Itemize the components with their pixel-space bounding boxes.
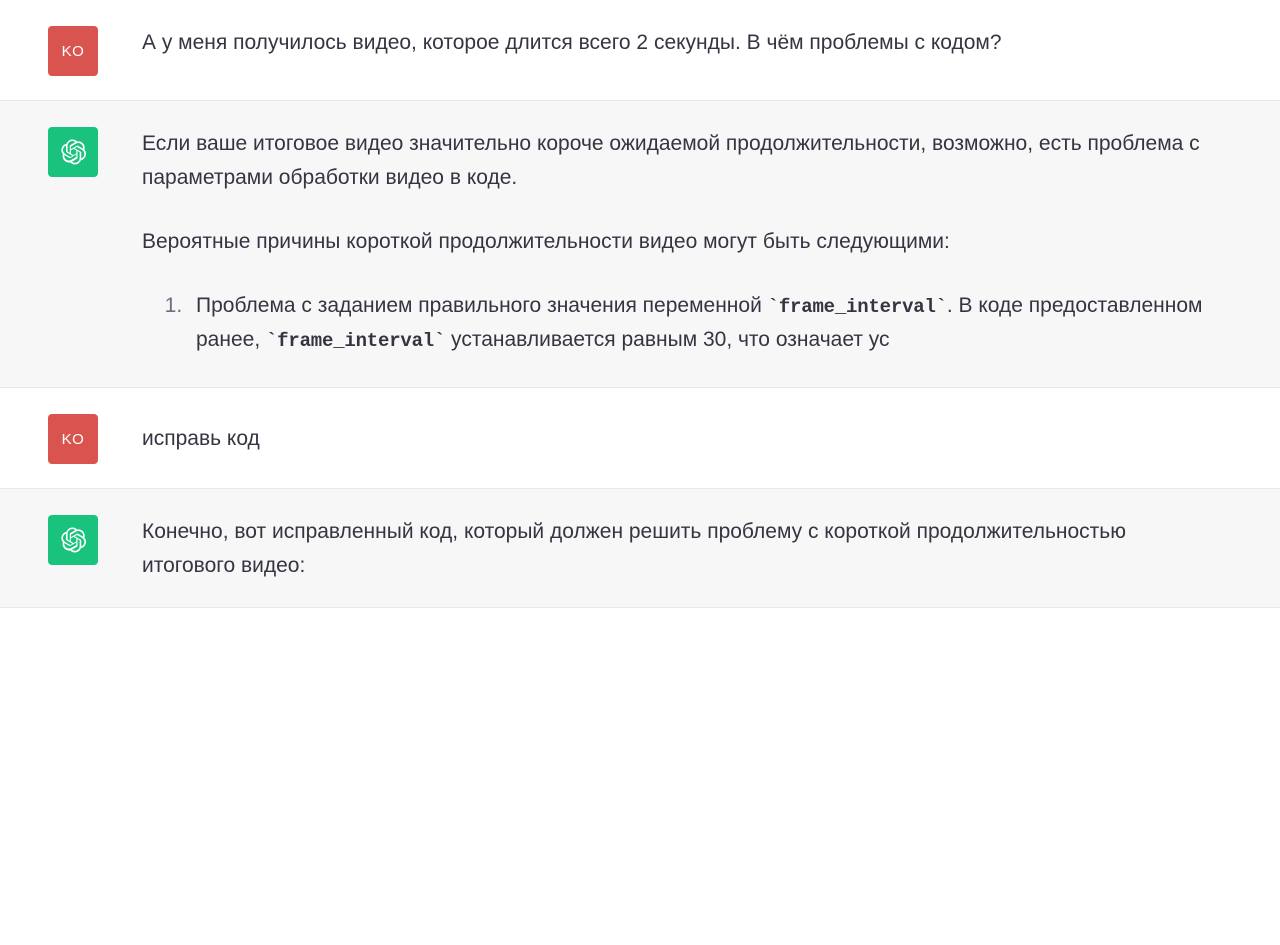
list-item-text-1: Проблема с заданием правильного значения переменной <box>196 294 768 318</box>
inline-code-frame-interval-2: `frame_interval` <box>265 330 446 353</box>
chat-turn-user <box>0 388 1280 489</box>
list-item-text-3: устанавливается равным 30, что означает ус <box>445 328 890 352</box>
user-avatar-initials: KO <box>61 430 85 448</box>
chat-turn-assistant <box>0 489 1280 608</box>
message-paragraph: Если ваше итоговое видео значительно короче ожидаемой продолжительности, возможно, есть проблема с параметрами обработки видео в коде. <box>142 132 1200 190</box>
inline-code-frame-interval: `frame_interval` <box>767 296 947 319</box>
list-item <box>188 289 1220 357</box>
message-body <box>142 125 1220 363</box>
user-avatar-ko <box>48 414 98 464</box>
user-avatar-ko <box>48 26 98 76</box>
chat-turn-user <box>0 0 1280 101</box>
list-item-text-2: . В коде предоставленном ранее, <box>196 294 1203 352</box>
causes-list <box>142 289 1220 357</box>
openai-logo-icon <box>48 127 98 177</box>
message-paragraph: А у меня получилось видео, которое длится всего 2 секунды. В чём проблемы с кодом? <box>142 31 1002 54</box>
message-paragraph: Вероятные причины короткой продолжительности видео могут быть следующими: <box>142 230 950 254</box>
chat-turn-assistant <box>0 101 1280 388</box>
message-paragraph: Конечно, вот исправленный код, который должен решить проблему с короткой продолжительностью итогового видео: <box>142 520 1126 578</box>
message-body <box>142 513 1220 583</box>
message-body <box>142 24 1002 76</box>
message-paragraph: исправь код <box>142 427 260 451</box>
message-body <box>142 412 260 464</box>
user-avatar-initials: KO <box>61 42 85 60</box>
openai-logo-icon <box>48 515 98 565</box>
